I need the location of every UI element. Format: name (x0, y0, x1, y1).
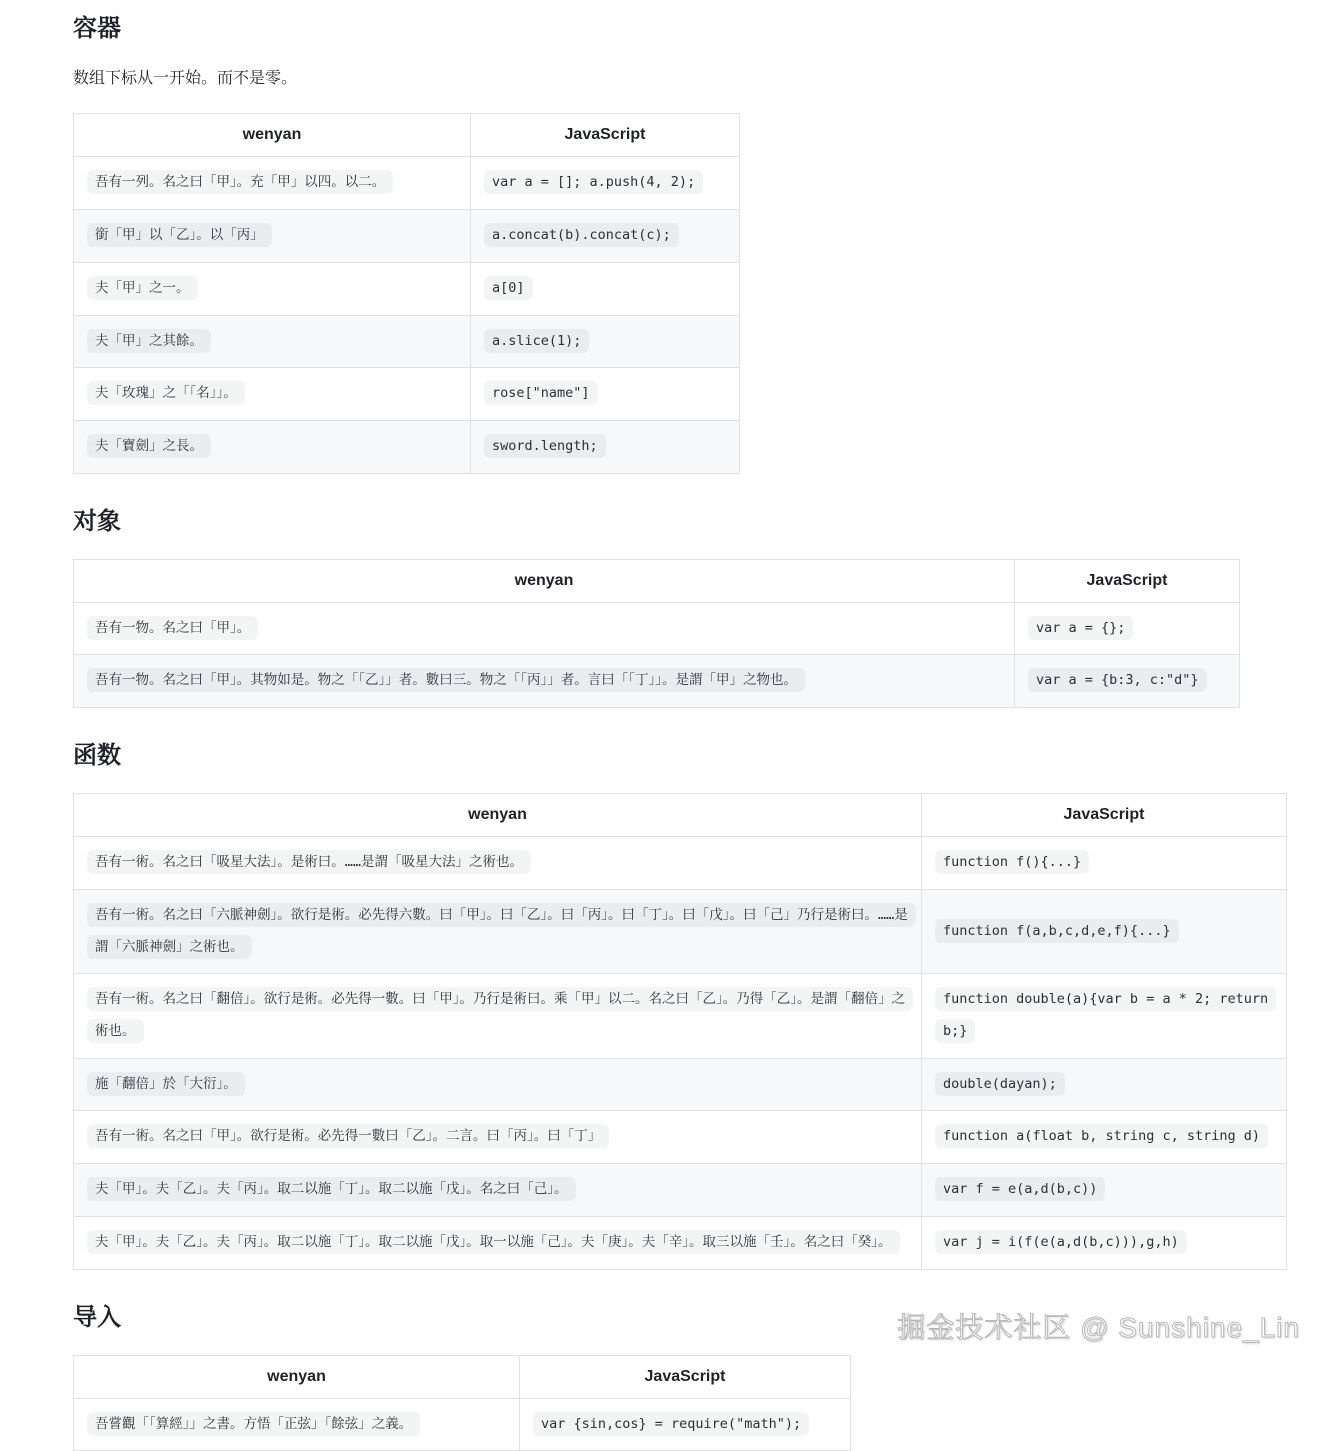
wenyan-code: 夫「甲」。夫「乙」。夫「丙」。取二以施「丁」。取二以施「戊」。名之曰「己」。 (87, 1177, 576, 1201)
containers-table (73, 113, 740, 473)
col-header-javascript: JavaScript (1015, 559, 1240, 602)
wenyan-code: 吾有一術。名之曰「翻倍」。欲行是術。必先得一數。曰「甲」。乃行是術曰。乘「甲」以二。名之曰「乙」。乃得「乙」。是謂「翻倍」之術也。 (87, 987, 913, 1043)
js-cell (471, 368, 740, 421)
table-row (74, 837, 1287, 890)
wenyan-code: 銜「甲」以「乙」。以「丙」 (87, 223, 272, 247)
wenyan-code: 吾有一物。名之曰「甲」。其物如是。物之「「乙」」者。數曰三。物之「「丙」」者。言曰「「丁」」。是謂「甲」之物也。 (87, 668, 805, 692)
js-cell (471, 315, 740, 368)
wenyan-cell (74, 262, 471, 315)
section-objects (73, 507, 1287, 708)
wenyan-cell (74, 1164, 922, 1217)
table-row (74, 210, 740, 263)
table-row (74, 974, 1287, 1058)
table-row (74, 602, 1240, 655)
js-code: var a = {b:3, c:"d"} (1028, 668, 1207, 692)
col-header-wenyan: wenyan (74, 794, 922, 837)
containers-note: 数组下标从一开始。而不是零。 (73, 70, 298, 87)
js-cell (520, 1398, 851, 1451)
col-header-javascript: JavaScript (922, 794, 1287, 837)
table-row (74, 157, 740, 210)
wenyan-code: 吾有一術。名之曰「六脈神劍」。欲行是術。必先得六數。曰「甲」。曰「乙」。曰「丙」。曰「丁」。曰「戊」。曰「己」乃行是術曰。……是謂「六脈神劍」之術也。 (87, 903, 916, 959)
js-cell (922, 889, 1287, 973)
wenyan-code: 夫「甲」之一。 (87, 276, 198, 300)
table-row (74, 1398, 851, 1451)
js-code: rose["name"] (484, 381, 598, 405)
js-code: sword.length; (484, 434, 606, 458)
js-cell (471, 262, 740, 315)
wenyan-code: 吾有一術。名之曰「吸星大法」。是術曰。……是謂「吸星大法」之術也。 (87, 850, 531, 874)
table-row (74, 262, 740, 315)
wenyan-code: 吾有一列。名之曰「甲」。充「甲」以四。以二。 (87, 170, 393, 194)
wenyan-cell (74, 1058, 922, 1111)
js-cell (922, 1164, 1287, 1217)
js-cell (922, 974, 1287, 1058)
table-row (74, 1216, 1287, 1269)
wenyan-cell (74, 210, 471, 263)
col-header-wenyan: wenyan (74, 559, 1015, 602)
js-cell (922, 1111, 1287, 1164)
wenyan-code: 夫「甲」之其餘。 (87, 329, 211, 353)
js-cell (1015, 655, 1240, 708)
wenyan-code: 施「翻倍」於「大衍」。 (87, 1072, 245, 1096)
js-code: var a = {}; (1028, 616, 1133, 640)
table-row (74, 1111, 1287, 1164)
wenyan-cell (74, 602, 1015, 655)
section-title-objects: 对象 (73, 507, 121, 535)
col-header-wenyan: wenyan (74, 114, 471, 157)
wenyan-cell (74, 1111, 922, 1164)
section-title-containers: 容器 (73, 15, 121, 42)
section-containers (73, 14, 1287, 474)
table-header-row (74, 1355, 851, 1398)
table-row (74, 655, 1240, 708)
watermark: 掘金技术社区 @ Sunshine_Lin (897, 1312, 1300, 1343)
wenyan-code: 吾嘗觀「「算經」」之書。方悟「正弦」「餘弦」之義。 (87, 1412, 420, 1436)
js-code: var a = []; a.push(4, 2); (484, 170, 703, 194)
table-row (74, 1164, 1287, 1217)
table-header-row (74, 794, 1287, 837)
js-cell (922, 1216, 1287, 1269)
table-row (74, 420, 740, 473)
section-title-imports: 导入 (73, 1303, 121, 1331)
col-header-javascript: JavaScript (520, 1355, 851, 1398)
js-cell (922, 1058, 1287, 1111)
wenyan-cell (74, 157, 471, 210)
js-code: function double(a){var b = a * 2; return b;} (935, 987, 1276, 1043)
wenyan-code: 夫「玫瑰」之「「名」」。 (87, 381, 245, 405)
table-header-row (74, 114, 740, 157)
section-functions (73, 741, 1287, 1269)
js-code: a[0] (484, 276, 533, 300)
col-header-javascript: JavaScript (471, 114, 740, 157)
wenyan-code: 吾有一術。名之曰「甲」。欲行是術。必先得一數曰「乙」。二言。曰「丙」。曰「丁」 (87, 1124, 609, 1148)
js-code: var {sin,cos} = require("math"); (533, 1412, 809, 1436)
js-cell (471, 420, 740, 473)
table-header-row (74, 559, 1240, 602)
wenyan-cell (74, 889, 922, 973)
js-cell (471, 210, 740, 263)
table-row (74, 315, 740, 368)
js-cell (922, 837, 1287, 890)
wenyan-cell (74, 420, 471, 473)
js-code: a.concat(b).concat(c); (484, 223, 679, 247)
table-row (74, 368, 740, 421)
js-code: function a(float b, string c, string d) (935, 1124, 1268, 1148)
objects-table (73, 559, 1240, 708)
js-code: var j = i(f(e(a,d(b,c))),g,h) (935, 1230, 1187, 1254)
js-cell (471, 157, 740, 210)
wenyan-cell (74, 837, 922, 890)
wenyan-code: 夫「寶劍」之長。 (87, 434, 211, 458)
imports-table (73, 1355, 851, 1451)
wenyan-cell (74, 1398, 520, 1451)
js-code: function f(){...} (935, 850, 1089, 874)
js-code: function f(a,b,c,d,e,f){...} (935, 919, 1179, 943)
js-cell (1015, 602, 1240, 655)
wenyan-code: 夫「甲」。夫「乙」。夫「丙」。取二以施「丁」。取二以施「戊」。取一以施「己」。夫「庚」。夫「辛」。取三以施「壬」。名之曰「癸」。 (87, 1230, 900, 1254)
wenyan-cell (74, 655, 1015, 708)
wenyan-cell (74, 315, 471, 368)
js-code: double(dayan); (935, 1072, 1065, 1096)
table-row (74, 889, 1287, 973)
wenyan-cell (74, 1216, 922, 1269)
col-header-wenyan: wenyan (74, 1355, 520, 1398)
js-code: a.slice(1); (484, 329, 589, 353)
wenyan-code: 吾有一物。名之曰「甲」。 (87, 616, 258, 640)
section-title-functions: 函数 (73, 742, 121, 770)
wenyan-cell (74, 974, 922, 1058)
wenyan-cell (74, 368, 471, 421)
table-row (74, 1058, 1287, 1111)
js-code: var f = e(a,d(b,c)) (935, 1177, 1105, 1201)
functions-table (73, 793, 1287, 1269)
